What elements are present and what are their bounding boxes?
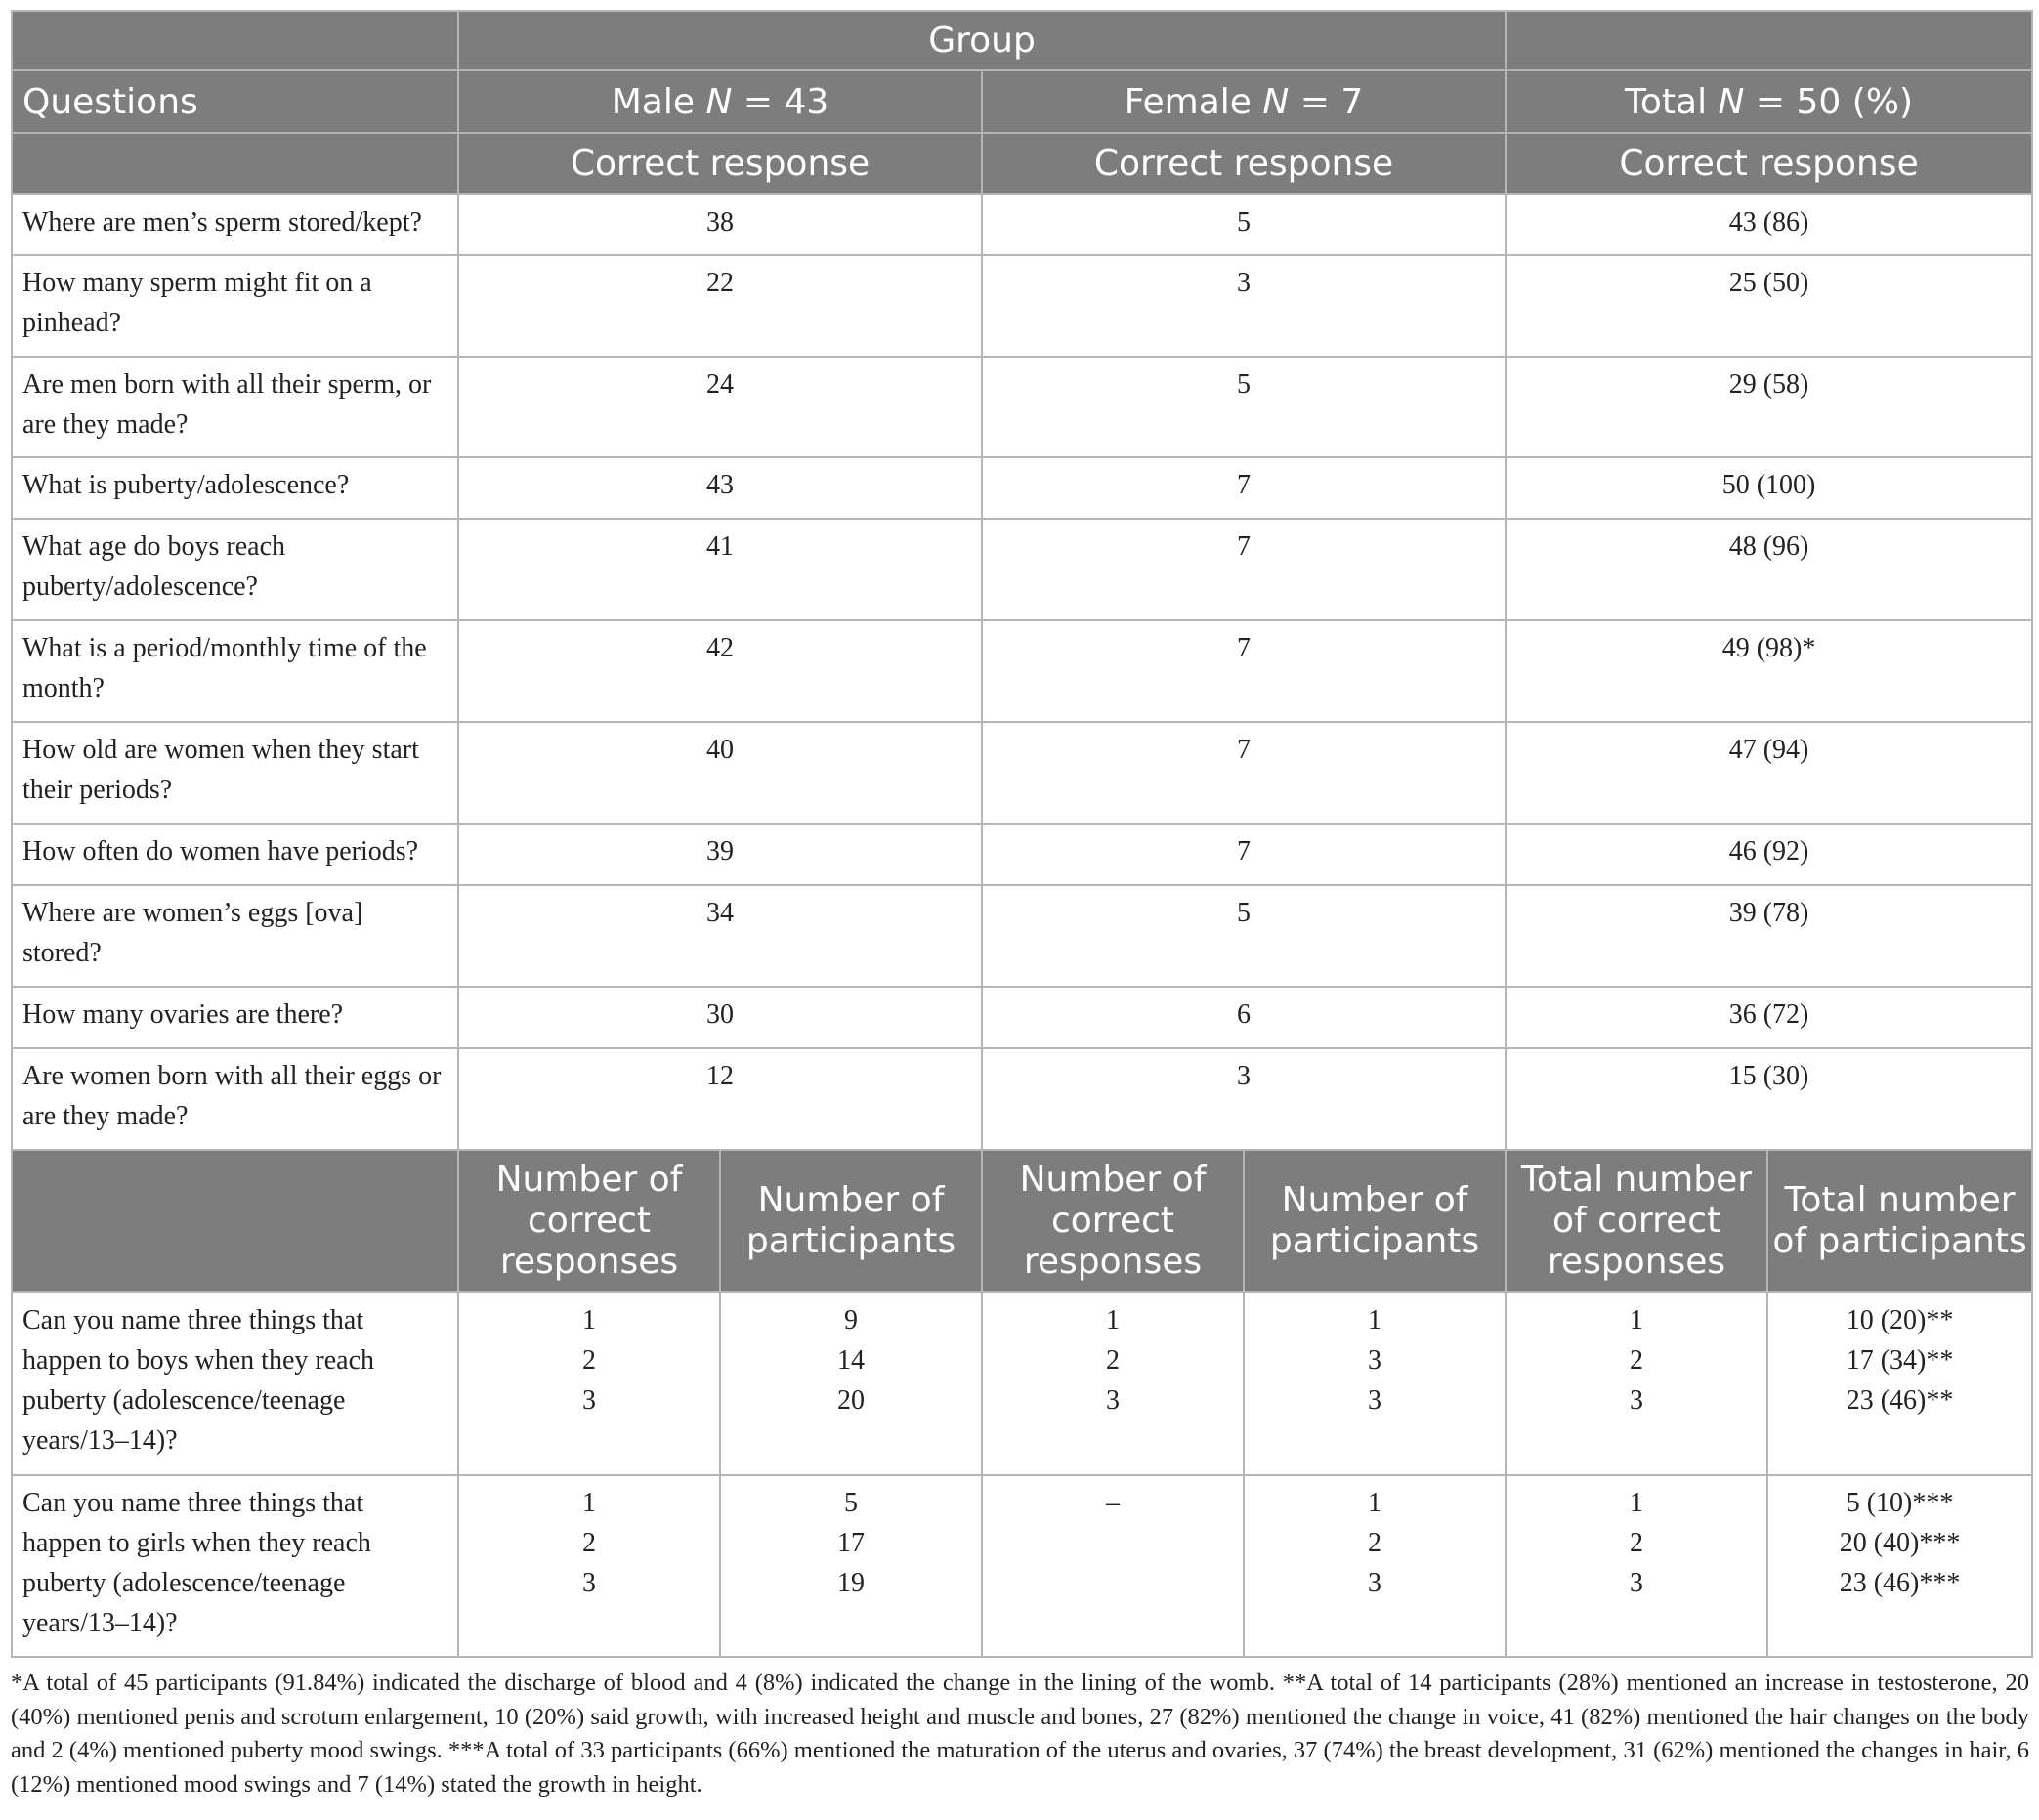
male-correct-responses: 1 2 3 [458,1292,720,1475]
female-value: 5 [982,885,1506,987]
blank-header-cell [1506,11,2032,70]
male-value: 30 [458,987,982,1048]
male-value: 40 [458,722,982,824]
male-value: 38 [458,194,982,255]
total-participants: 5 (10)*** 20 (40)*** 23 (46)*** [1767,1475,2032,1657]
male-value: 24 [458,357,982,457]
total-value: 48 (96) [1506,519,2032,620]
female-correct-responses-header: Number of correct responses [982,1150,1244,1292]
total-value: 29 (58) [1506,357,2032,457]
question-cell: How often do women have periods? [12,824,458,885]
total-value: 39 (78) [1506,885,2032,987]
total-participants-header: Total number of participants [1767,1150,2032,1292]
question-cell: How old are women when they start their periods? [12,722,458,824]
female-value: 7 [982,457,1506,519]
blank-header-cell [12,11,458,70]
female-correct-response-header: Correct response [982,133,1506,194]
male-value: 34 [458,885,982,987]
table-row [12,722,2032,824]
total-value: 15 (30) [1506,1048,2032,1150]
total-value: 47 (94) [1506,722,2032,824]
total-value: 25 (50) [1506,255,2032,357]
results-table [11,10,2033,1658]
total-value: 49 (98)* [1506,620,2032,722]
question-cell: Are women born with all their eggs or are they made? [12,1048,458,1150]
table-row [12,519,2032,620]
female-participants: 1 2 3 [1244,1475,1506,1657]
table-row [12,1048,2032,1150]
male-correct-response-header: Correct response [458,133,982,194]
question-cell: What is puberty/adolescence? [12,457,458,519]
male-value: 42 [458,620,982,722]
question-cell: Where are men’s sperm stored/kept? [12,194,458,255]
question-cell: What is a period/monthly time of the month? [12,620,458,722]
table-row [12,987,2032,1048]
male-participants: 5 17 19 [720,1475,982,1657]
male-value: 43 [458,457,982,519]
table-row [12,457,2032,519]
total-value: 46 (92) [1506,824,2032,885]
table-row [12,824,2032,885]
male-value: 39 [458,824,982,885]
total-value: 50 (100) [1506,457,2032,519]
question-cell: What age do boys reach puberty/adolescence? [12,519,458,620]
table-row [12,194,2032,255]
female-correct-responses: 1 2 3 [982,1292,1244,1475]
female-header: Female N = 7 [982,70,1506,133]
female-participants: 1 3 3 [1244,1292,1506,1475]
blank-header-cell [12,1150,458,1292]
female-value: 6 [982,987,1506,1048]
total-correct-responses: 1 2 3 [1506,1475,1767,1657]
total-correct-responses-header: Total number of correct responses [1506,1150,1767,1292]
correct-response-header-row [12,133,2032,194]
female-participants-header: Number of participants [1244,1150,1506,1292]
table-row [12,1292,2032,1475]
table-footnote: *A total of 45 participants (91.84%) indicated the discharge of blood and 4 (8%) indicated the change in the lining of the womb. **A total of 14 participants (28%) mentioned an increase in testosterone, 20 (40%) mentioned penis and scrotum enlargement, 10 (20%) said growth, with increased height and muscle and bones, 27 (82%) mentioned the change in voice, 41 (82%) mentioned the hair changes on the body and 2 (4%) mentioned puberty mood swings. ***A total of 33 participants (66%) mentioned the maturation of the uterus and ovaries, 37 (74%) the breast development, 31 (62%) mentioned the changes in hair, 6 (12%) mentioned mood swings and 7 (14%) stated the growth in height. [11,1670,2029,1798]
female-value: 7 [982,824,1506,885]
male-correct-responses: 1 2 3 [458,1475,720,1657]
female-value: 5 [982,194,1506,255]
female-value: 3 [982,255,1506,357]
gender-header-row [12,70,2032,133]
male-value: 22 [458,255,982,357]
table-row [12,885,2032,987]
male-correct-responses-header: Number of correct responses [458,1150,720,1292]
question-cell: How many ovaries are there? [12,987,458,1048]
question-cell: Where are women’s eggs [ova] stored? [12,885,458,987]
total-value: 36 (72) [1506,987,2032,1048]
male-header: Male N = 43 [458,70,982,133]
total-correct-response-header: Correct response [1506,133,2032,194]
female-value: 7 [982,722,1506,824]
group-header-row [12,11,2032,70]
question-cell: Are men born with all their sperm, or are they made? [12,357,458,457]
subheader-row [12,1150,2032,1292]
female-value: 3 [982,1048,1506,1150]
table-row [12,255,2032,357]
female-correct-responses: – [982,1475,1244,1657]
table-row [12,620,2032,722]
male-participants: 9 14 20 [720,1292,982,1475]
male-value: 12 [458,1048,982,1150]
total-correct-responses: 1 2 3 [1506,1292,1767,1475]
group-header: Group [458,11,1506,70]
female-value: 7 [982,519,1506,620]
total-value: 43 (86) [1506,194,2032,255]
male-value: 41 [458,519,982,620]
question-cell: How many sperm might fit on a pinhead? [12,255,458,357]
male-participants-header: Number of participants [720,1150,982,1292]
table-row [12,357,2032,457]
table-row [12,1475,2032,1657]
female-value: 7 [982,620,1506,722]
question-cell: Can you name three things that happen to boys when they reach puberty (adolescence/teenage years/13–14)? [12,1292,458,1475]
total-header: Total N = 50 (%) [1506,70,2032,133]
female-value: 5 [982,357,1506,457]
questions-header: Questions [12,70,458,133]
blank-header-cell [12,133,458,194]
question-cell: Can you name three things that happen to girls when they reach puberty (adolescence/teenage years/13–14)? [12,1475,458,1657]
total-participants: 10 (20)** 17 (34)** 23 (46)** [1767,1292,2032,1475]
